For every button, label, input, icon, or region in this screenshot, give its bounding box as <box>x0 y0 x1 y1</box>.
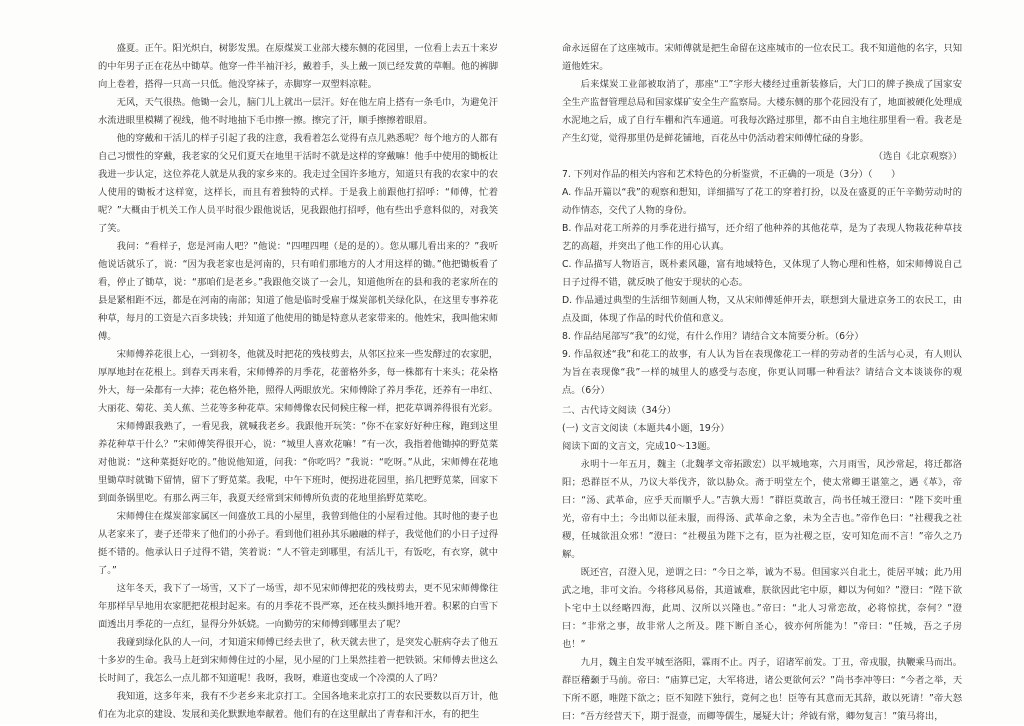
right-column <box>562 40 962 726</box>
story-paragraph: 后来煤炭工业部被取消了，那座“工”字形大楼经过重新装修后，大门口的牌子换成了国家安全生产监督管理总局和国家煤矿安全生产监察局。大楼东侧的那个花园没有了，地面被硬化处理成水泥地之后，成了自行车棚和汽车通道。可我每次路过那里，都不由自主地往那里看一看。我老是产生幻觉，觉得那里仍是鲜花铺地，百花丛中仍活动着宋师傅忙碌的身影。 <box>562 79 962 144</box>
question-8: 8. 作品结尾部写“我”的幻觉，有什么作用？请结合文本简要分析。（6分） <box>562 331 864 342</box>
source-citation: （选自《北京观察》） <box>873 151 962 162</box>
subsection-heading: (一) 文言文阅读（本题共4小题，19分） <box>562 423 730 434</box>
left-column <box>98 40 498 724</box>
classical-paragraph: 既还宫，召澄入见，逆谓之曰：“今日之举，诚为不易。但国家兴自北土，徙居平城；此乃用武之地，非可文治。今将移风易俗，其道诚难，朕欲因此宅中原，卿以为何如？”澄曰：“陛下欲卜宅中土以经略四海，此周、汉所以兴隆也。”帝曰：“北人习常恋故，必将惊扰，奈何？”澄曰：“非常之事，故非常人之所及。陛下断自圣心，彼亦何所能为！”帝曰：“任城，吾之子房也！” <box>562 567 962 650</box>
option-a: A. 作品开篇以“我”的观察和想知，详细描写了花工的穿着打扮，以及在盛夏的正午辛勤劳动时的动作情态，交代了人物的身份。 <box>562 187 962 216</box>
option-b: B. 作品对花工所养的月季花进行描写，还介绍了他种养的其他花草，是为了表现人物栽花种草技艺的高超，并突出了他工作的用心认真。 <box>562 223 962 252</box>
option-d: D. 作品通过典型的生活细节刻画人物，又从宋师傅延伸开去，联想到大量进京务工的农民工，由点及面，体现了作品的时代价值和意义。 <box>562 295 962 324</box>
story-paragraph: 宋师傅跟我熟了，一看见我，就喊我老乡。我跟他开玩笑：“你不在家好好种庄稼，跑到这里养花种草干什么？”宋师傅笑得很开心，说：“城里人喜欢花嘛！”有一次，我指着他锄掉的野苋菜对他说：“这种菜挺好吃的。”他说他知道，问我：“你吃吗？”我说：“吃呀。”从此，宋师傅在花地里锄草时就锄下留情，留下了野苋菜。我呢，中午下班时，便拐进花园里，掐几把野苋菜，回家下到面条锅里吃。有那么两三年，我夏天经常到宋师傅所负责的花地里掐野苋菜吃。 <box>98 421 498 504</box>
story-paragraph: 宋师傅养花很上心，一到初冬，他就及时把花的残枝剪去，从邻区拉来一些发酵过的农家肥，厚厚地封在花根上。到春天再来看，宋师傅养的月季花，花蕾格外多，每一株都有十来头；花朵格外大，每一朵都有一大捧；花色格外艳，照得人两眼放光。宋师傅除了养月季花，还养有一串红、大丽花、菊花、美人蕉、兰花等多种花草。宋师傅像农民伺候庄稼一样，把花草调养得很有光彩。 <box>98 349 498 414</box>
classical-paragraph: 永明十一年五月，魏主（北魏孝文帝拓跋宏）以平城地寒，六月雨雪，风沙常起，将迁都洛阳；恐群臣不从，乃议大举伐齐，欲以胁众。斋于明堂左个，使太常卿王谌筮之，遇《革》，帝曰：“汤、武革命，应乎天而顺乎人。”吉孰大焉！”群臣莫敢言，尚书任城王澄曰：“陛下奕叶重光，帝有中土；今出师以征未服，而得汤、武革命之象，未为全吉也。”帝作色曰：“社稷我之社稷，任城欲沮众邪！”澄曰：“社稷虽为陛下之有，臣为社稷之臣，安可知危而不言！”帝久之乃解。 <box>562 459 962 560</box>
story-paragraph: 盛夏。正午。阳光炽白，树影发黑。在原煤炭工业部大楼东侧的花园里，一位看上去五十来岁的中年男子正在花丛中锄草。他穿一件半袖汗衫，戴着手，头上戴一顶已经发黄的草帽。他的裤脚向上卷着，搭得一只高一只低。他没穿袜子，赤脚穿一双塑料凉鞋。 <box>98 43 498 90</box>
section-heading: 二、古代诗文阅读（34分） <box>562 405 677 416</box>
story-paragraph: 我碰到绿化队的人一问，才知道宋师傅已经去世了，秋天就去世了，是突发心脏病夺去了他五十多岁的生命。我马上赶到宋师傅住过的小屋，见小屋的门上果然挂着一把铁锁。宋师傅去世这么长时间了，我怎么一点儿都不知道呢！我呀，我呀，难道也变成一个冷漠的人了吗？ <box>98 637 498 684</box>
story-paragraph: 他的穿戴和干活儿的样子引起了我的注意，我看着怎么觉得有点儿熟悉呢？每个地方的人都有自己习惯性的穿戴，我老家的父兄们夏天在地里干活时不就是这样的穿戴嘛！他手中使用的锄板让我进一步认定，这位养花人就是从我的家乡来的。我走过全国许多地方，知道只有我的农家中的农人使用的锄板才这样宽，这样长，而且有着独特的式样。于是我上前跟他打招呼：“师傅，忙着呢？”大概由于机关工作人员平时很少跟他说话，见我跟他打招呼，他有些出乎意料似的，对我笑了笑。 <box>98 133 498 234</box>
story-paragraph: 命永远留在了这座城市。宋师傅就是把生命留在这座城市的一位农民工。我不知道他的名字，只知道他姓宋。 <box>562 43 962 72</box>
story-paragraph: 无风，天气很热。他锄一会儿，脑门儿上就出一层汗。好在他左肩上搭有一条毛巾，为避免汗水流进眼里模糊了视线，他不时地抽下毛巾擦一擦。擦完了汗，顺手擦擦着眼眉。 <box>98 97 498 126</box>
story-paragraph: 这年冬天，我下了一场雪，又下了一场雪，却不见宋师傅把花的残枝剪去，更不见宋师傅像往年那样早早地用农家肥把花根封起来。有的月季花不畏严寒，还在枝头颤抖地开着。积累的白雪下面透出月季花的一点红，显得分外妖娆。一向勤劳的宋师傅到哪里去了呢？ <box>98 583 498 630</box>
option-c: C. 作品描写人物语言，既朴素风趣，富有地域特色，又体现了人物心理和性格，如宋师傅说自己日子过得不错，就反映了他安于现状的心态。 <box>562 259 962 288</box>
story-paragraph: 我问：“看样子，您是河南人吧？”他说：“四哩四哩（是的是的）。您从哪儿看出来的？”我听他说话就乐了，说：“因为我老家也是河南的，只有咱们那地方的人才用这样的锄。”他把锄板看了看，停止了锄草，说：“那咱们是老乡。”我跟他交谈了一会儿，知道他所在的县和我的老家所在的县是紧相距不远，都是在河南的南部；知道了他是临时受雇于煤炭部机关绿化队，在这里专事养花种草，每月的工资是六百多块钱；并知道了他使用的锄是特意从老家带来的。他姓宋，我叫他宋师傅。 <box>98 241 498 342</box>
reading-instruction: 阅读下面的文言文，完成10～13题。 <box>562 441 716 452</box>
classical-paragraph: 九月，魏主自发平城至洛阳，霖雨不止。丙子，诏诸军前发。丁丑，帝戎服，执鞭乘马而出。群臣稽颡于马前。帝曰：“庙算已定，大军将进，诸公更欲何云？”尚书李冲等曰：“今者之举，天下所不愿，唯陛下欲之；臣不知陛下独行，竟何之也！臣等有其意而无其辞，敢以死请！”帝大怒曰：“吾方经营天下，期于混壹，而卿等儒生，屡疑大计；斧钺有常，卿勿复言！”策马将出， <box>562 657 962 722</box>
story-paragraph: 宋师傅住在煤炭部家属区一间盛放工具的小屋里，我曾到他住的小屋看过他。其时他的妻子也从老家来了，妻子还带来了他们的小孙子。看到他们祖孙其乐融融的样子，我觉他们的小日子过得挺不错的。他承认日子过得不错，笑着说：“人不管走到哪里，有活儿干，有饭吃，有衣穿，就中了。” <box>98 511 498 576</box>
story-paragraph: 我知道，这多年来，我有不少老乡来北京打工。全国各地来北京打工的农民要数以百万计，他们在为北京的建设、发展和美化默默地奉献着。他们有的在这里献出了青春和汗水，有的把生 <box>98 691 498 720</box>
question-7: 7. 下列对作品的相关内容和艺术特色的分析鉴赏，不正确的一项是（3分）（ ） <box>562 169 901 180</box>
question-9: 9. 作品叙述“我”和花工的故事，有人认为旨在表现像花工一样的劳动者的生活与心灵，有人则认为旨在表现像“我”一样的城里人的感受与态度，你更认同哪一种看法？请结合文本谈谈你的观点。（6分） <box>562 349 962 396</box>
